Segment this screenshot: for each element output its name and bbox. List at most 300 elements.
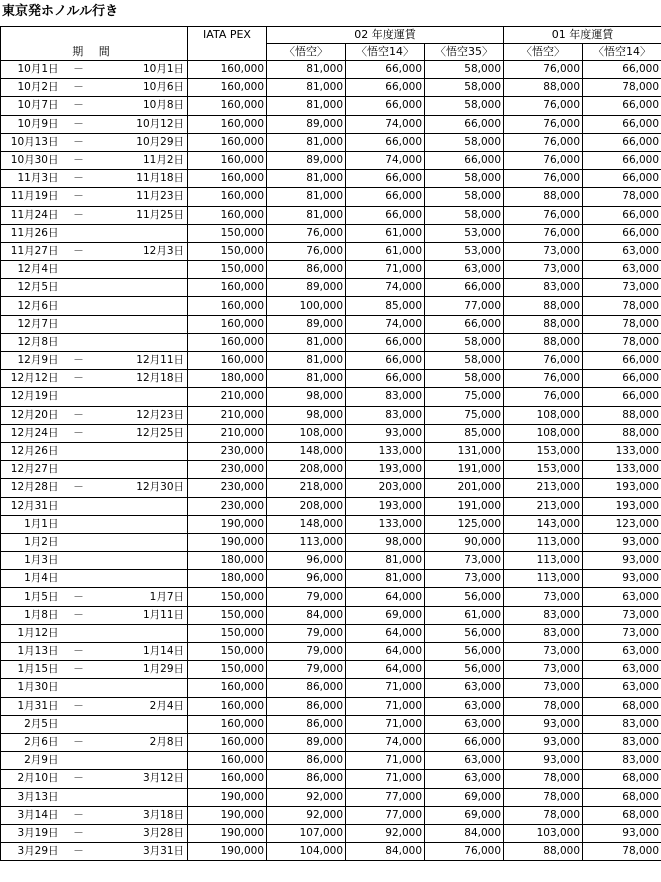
fy01-goku14-cell: 73,000 <box>583 606 661 624</box>
fy02-goku-cell: 89,000 <box>267 279 346 297</box>
table-row <box>1 624 661 642</box>
period-dash-cell: － <box>61 406 97 424</box>
fy02-goku14-cell: 66,000 <box>346 333 425 351</box>
period-start-cell: 12月6日 <box>1 297 61 315</box>
period-start-cell: 10月1日 <box>1 61 61 79</box>
fy02-goku35-cell: 58,000 <box>425 170 504 188</box>
fy01-goku14-cell: 63,000 <box>583 261 661 279</box>
iata-pex-cell: 160,000 <box>188 61 267 79</box>
iata-pex-cell: 160,000 <box>188 206 267 224</box>
period-dash-cell <box>61 752 97 770</box>
fy01-goku14-cell: 68,000 <box>583 788 661 806</box>
fy02-goku-cell: 76,000 <box>267 224 346 242</box>
period-end-cell <box>97 552 188 570</box>
fy01-goku-cell: 88,000 <box>504 333 583 351</box>
period-dash-cell <box>61 715 97 733</box>
fy02-goku-cell: 81,000 <box>267 170 346 188</box>
period-dash-cell: － <box>61 170 97 188</box>
fy02-goku35-cell: 66,000 <box>425 115 504 133</box>
iata-pex-cell: 230,000 <box>188 497 267 515</box>
fy02-goku-cell: 79,000 <box>267 661 346 679</box>
table-row <box>1 352 661 370</box>
iata-pex-cell: 190,000 <box>188 824 267 842</box>
iata-pex-cell: 230,000 <box>188 442 267 460</box>
fy01-goku14-cell: 66,000 <box>583 206 661 224</box>
period-dash-cell: － <box>61 97 97 115</box>
fy02-goku35-cell: 66,000 <box>425 279 504 297</box>
period-dash-cell: － <box>61 661 97 679</box>
fy02-goku14-cell: 71,000 <box>346 752 425 770</box>
fy02-goku-cell: 86,000 <box>267 261 346 279</box>
fy01-goku-cell: 143,000 <box>504 515 583 533</box>
iata-pex-cell: 150,000 <box>188 242 267 260</box>
fy01-goku-cell: 78,000 <box>504 697 583 715</box>
fy02-goku-cell: 81,000 <box>267 370 346 388</box>
period-dash-cell: － <box>61 843 97 861</box>
fy02-goku35-cell: 66,000 <box>425 151 504 169</box>
period-start-cell: 11月19日 <box>1 188 61 206</box>
fy02-goku35-cell: 75,000 <box>425 388 504 406</box>
fy01-goku14-cell: 63,000 <box>583 661 661 679</box>
fy02-goku-cell: 89,000 <box>267 151 346 169</box>
fy02-goku14-cell: 133,000 <box>346 442 425 460</box>
fy02-goku14-cell: 83,000 <box>346 406 425 424</box>
fy01-goku14-cell: 63,000 <box>583 588 661 606</box>
iata-pex-cell: 160,000 <box>188 733 267 751</box>
page-title: 東京発ホノルル行き <box>2 4 119 19</box>
period-start-cell: 11月24日 <box>1 206 61 224</box>
fy01-goku-cell: 108,000 <box>504 406 583 424</box>
fy02-goku-cell: 79,000 <box>267 624 346 642</box>
fy01-goku14-cell: 78,000 <box>583 843 661 861</box>
fy02-goku14-cell: 74,000 <box>346 315 425 333</box>
iata-pex-cell: 210,000 <box>188 388 267 406</box>
iata-pex-cell: 150,000 <box>188 588 267 606</box>
fy02-goku35-cell: 56,000 <box>425 643 504 661</box>
fy01-goku-cell: 93,000 <box>504 752 583 770</box>
period-start-cell: 1月1日 <box>1 515 61 533</box>
fy01-goku-cell: 76,000 <box>504 388 583 406</box>
fy02-goku14-cell: 66,000 <box>346 352 425 370</box>
period-end-cell: 11月23日 <box>97 188 188 206</box>
period-end-cell <box>97 679 188 697</box>
period-end-cell: 1月29日 <box>97 661 188 679</box>
fy01-goku14-cell: 68,000 <box>583 806 661 824</box>
fy02-goku14-cell: 83,000 <box>346 388 425 406</box>
fy02-goku14-cell: 66,000 <box>346 188 425 206</box>
period-end-cell: 3月31日 <box>97 843 188 861</box>
period-dash-cell <box>61 297 97 315</box>
period-start-cell: 1月30日 <box>1 679 61 697</box>
table-row <box>1 424 661 442</box>
iata-pex-cell: 180,000 <box>188 570 267 588</box>
iata-pex-cell: 190,000 <box>188 806 267 824</box>
fy01-goku14-cell: 133,000 <box>583 461 661 479</box>
iata-pex-cell: 230,000 <box>188 479 267 497</box>
fy02-goku35-cell: 201,000 <box>425 479 504 497</box>
fy01-goku14-cell: 68,000 <box>583 697 661 715</box>
period-end-cell: 12月11日 <box>97 352 188 370</box>
period-end-cell: 11月25日 <box>97 206 188 224</box>
iata-pex-cell: 180,000 <box>188 370 267 388</box>
table-row <box>1 133 661 151</box>
period-start-cell: 2月10日 <box>1 770 61 788</box>
fy02-goku-cell: 107,000 <box>267 824 346 842</box>
fy01-goku-cell: 73,000 <box>504 261 583 279</box>
fy02-goku14-cell: 74,000 <box>346 115 425 133</box>
fy02-goku14-cell: 77,000 <box>346 806 425 824</box>
iata-pex-cell: 230,000 <box>188 461 267 479</box>
period-start-cell: 10月30日 <box>1 151 61 169</box>
period-end-cell <box>97 515 188 533</box>
fy02-goku14-cell: 93,000 <box>346 424 425 442</box>
period-dash-cell: － <box>61 242 97 260</box>
fy02-goku35-cell: 58,000 <box>425 97 504 115</box>
period-start-cell: 3月14日 <box>1 806 61 824</box>
fy02-goku-cell: 98,000 <box>267 406 346 424</box>
period-start-cell: 12月27日 <box>1 461 61 479</box>
fy01-goku-cell: 76,000 <box>504 224 583 242</box>
period-start-cell: 1月4日 <box>1 570 61 588</box>
fy01-goku14-cell: 63,000 <box>583 643 661 661</box>
period-end-cell: 12月30日 <box>97 479 188 497</box>
period-dash-cell <box>61 497 97 515</box>
fy02-goku14-cell: 71,000 <box>346 261 425 279</box>
fy01-goku14-cell: 83,000 <box>583 733 661 751</box>
fy02-goku14-cell: 64,000 <box>346 588 425 606</box>
period-start-cell: 1月8日 <box>1 606 61 624</box>
period-dash-cell: － <box>61 806 97 824</box>
iata-pex-cell: 160,000 <box>188 352 267 370</box>
fy02-goku35-cell: 58,000 <box>425 61 504 79</box>
fy01-goku14-cell: 93,000 <box>583 570 661 588</box>
fy02-goku-cell: 86,000 <box>267 752 346 770</box>
fy01-goku14-cell: 63,000 <box>583 679 661 697</box>
fy01-goku14-cell: 83,000 <box>583 752 661 770</box>
fy01-goku-cell: 73,000 <box>504 661 583 679</box>
period-end-cell: 11月2日 <box>97 151 188 169</box>
period-dash-cell: － <box>61 643 97 661</box>
fy02-goku35-cell: 58,000 <box>425 188 504 206</box>
fy02-goku14-cell: 64,000 <box>346 624 425 642</box>
iata-pex-cell: 160,000 <box>188 770 267 788</box>
table-row <box>1 697 661 715</box>
fy02-goku35-cell: 90,000 <box>425 533 504 551</box>
fy02-goku14-cell: 193,000 <box>346 461 425 479</box>
iata-pex-cell: 160,000 <box>188 679 267 697</box>
period-end-cell <box>97 261 188 279</box>
table-row <box>1 261 661 279</box>
period-start-cell: 3月13日 <box>1 788 61 806</box>
fy01-goku-cell: 76,000 <box>504 370 583 388</box>
period-end-cell <box>97 752 188 770</box>
period-end-cell: 1月7日 <box>97 588 188 606</box>
iata-pex-header: IATA PEX <box>188 27 267 61</box>
table-row <box>1 533 661 551</box>
fy01-goku-header: 〈悟空〉 <box>504 44 583 61</box>
period-dash-cell: － <box>61 79 97 97</box>
fy01-goku-cell: 113,000 <box>504 552 583 570</box>
fy02-goku-cell: 81,000 <box>267 97 346 115</box>
period-end-cell: 10月12日 <box>97 115 188 133</box>
period-dash-cell: － <box>61 697 97 715</box>
fy02-goku14-cell: 92,000 <box>346 824 425 842</box>
fy02-goku-cell: 113,000 <box>267 533 346 551</box>
period-dash-cell <box>61 224 97 242</box>
fy02-goku35-cell: 77,000 <box>425 297 504 315</box>
period-end-cell: 3月28日 <box>97 824 188 842</box>
fy02-goku14-cell: 71,000 <box>346 679 425 697</box>
fy02-goku14-cell: 64,000 <box>346 661 425 679</box>
header-row-groups <box>1 27 661 44</box>
fy02-goku35-cell: 53,000 <box>425 242 504 260</box>
period-start-cell: 12月26日 <box>1 442 61 460</box>
fy01-goku-cell: 93,000 <box>504 733 583 751</box>
period-start-cell: 12月20日 <box>1 406 61 424</box>
fy02-goku-cell: 148,000 <box>267 442 346 460</box>
fy01-goku14-cell: 66,000 <box>583 224 661 242</box>
period-dash-cell <box>61 624 97 642</box>
period-dash-cell: － <box>61 733 97 751</box>
period-dash-cell <box>61 461 97 479</box>
fy02-goku-cell: 92,000 <box>267 806 346 824</box>
fy01-goku14-cell: 66,000 <box>583 115 661 133</box>
fy02-goku14-cell: 66,000 <box>346 79 425 97</box>
period-start-cell: 12月4日 <box>1 261 61 279</box>
fy01-goku-cell: 76,000 <box>504 151 583 169</box>
fy02-goku-cell: 100,000 <box>267 297 346 315</box>
period-start-cell: 12月9日 <box>1 352 61 370</box>
table-row <box>1 843 661 861</box>
period-dash-cell <box>61 552 97 570</box>
iata-pex-cell: 150,000 <box>188 224 267 242</box>
period-start-cell: 1月13日 <box>1 643 61 661</box>
fy02-goku-cell: 89,000 <box>267 315 346 333</box>
period-end-cell: 1月11日 <box>97 606 188 624</box>
iata-pex-cell: 210,000 <box>188 424 267 442</box>
period-dash-cell <box>61 515 97 533</box>
period-dash-cell <box>61 279 97 297</box>
table-row <box>1 279 661 297</box>
fy01-header: 01 年度運賃 <box>504 27 661 44</box>
period-dash-cell: － <box>61 352 97 370</box>
period-end-cell: 11月18日 <box>97 170 188 188</box>
fy02-goku35-cell: 73,000 <box>425 552 504 570</box>
fy02-goku14-cell: 66,000 <box>346 97 425 115</box>
table-row <box>1 442 661 460</box>
table-row <box>1 497 661 515</box>
fy01-goku-cell: 73,000 <box>504 242 583 260</box>
fy01-goku-cell: 78,000 <box>504 806 583 824</box>
period-dash-cell <box>61 570 97 588</box>
period-end-cell <box>97 442 188 460</box>
fy02-goku35-cell: 58,000 <box>425 370 504 388</box>
period-dash-cell <box>61 679 97 697</box>
fy02-goku14-cell: 61,000 <box>346 224 425 242</box>
table-row <box>1 461 661 479</box>
fy01-goku-cell: 108,000 <box>504 424 583 442</box>
iata-pex-cell: 160,000 <box>188 97 267 115</box>
fy01-goku14-cell: 66,000 <box>583 61 661 79</box>
fy01-goku14-cell: 193,000 <box>583 497 661 515</box>
period-start-cell: 12月28日 <box>1 479 61 497</box>
fy01-goku-cell: 73,000 <box>504 643 583 661</box>
fy01-goku-cell: 88,000 <box>504 297 583 315</box>
table-row <box>1 679 661 697</box>
fy01-goku14-cell: 73,000 <box>583 624 661 642</box>
fy02-goku35-cell: 63,000 <box>425 261 504 279</box>
fy02-goku35-cell: 73,000 <box>425 570 504 588</box>
period-start-cell: 2月9日 <box>1 752 61 770</box>
fy02-goku-cell: 208,000 <box>267 461 346 479</box>
table-row <box>1 733 661 751</box>
table-row <box>1 315 661 333</box>
fy02-goku14-cell: 66,000 <box>346 61 425 79</box>
fy02-goku35-cell: 58,000 <box>425 333 504 351</box>
iata-pex-cell: 160,000 <box>188 333 267 351</box>
period-dash-cell: － <box>61 479 97 497</box>
fy02-goku-cell: 81,000 <box>267 352 346 370</box>
period-dash-cell <box>61 788 97 806</box>
period-dash-cell: － <box>61 188 97 206</box>
table-row <box>1 242 661 260</box>
fy02-goku14-header: 〈悟空14〉 <box>346 44 425 61</box>
fy02-goku14-cell: 71,000 <box>346 697 425 715</box>
fy02-goku35-cell: 58,000 <box>425 79 504 97</box>
fy02-goku35-cell: 58,000 <box>425 352 504 370</box>
fy01-goku-cell: 113,000 <box>504 570 583 588</box>
period-dash-cell <box>61 533 97 551</box>
fy02-goku35-cell: 84,000 <box>425 824 504 842</box>
table-row <box>1 370 661 388</box>
period-dash-cell: － <box>61 61 97 79</box>
fy02-goku35-cell: 191,000 <box>425 497 504 515</box>
table-row <box>1 224 661 242</box>
fy02-goku35-cell: 66,000 <box>425 733 504 751</box>
fy02-goku-header: 〈悟空〉 <box>267 44 346 61</box>
fy02-goku35-cell: 131,000 <box>425 442 504 460</box>
period-end-cell: 3月18日 <box>97 806 188 824</box>
iata-pex-cell: 190,000 <box>188 515 267 533</box>
fy02-goku35-cell: 191,000 <box>425 461 504 479</box>
fy01-goku-cell: 213,000 <box>504 497 583 515</box>
period-start-cell: 12月24日 <box>1 424 61 442</box>
fy02-goku14-cell: 203,000 <box>346 479 425 497</box>
period-start-cell: 1月5日 <box>1 588 61 606</box>
iata-pex-cell: 210,000 <box>188 406 267 424</box>
fy01-goku14-cell: 78,000 <box>583 79 661 97</box>
fy02-goku-cell: 86,000 <box>267 679 346 697</box>
table-row <box>1 97 661 115</box>
fy02-goku14-cell: 66,000 <box>346 370 425 388</box>
fy02-goku-cell: 104,000 <box>267 843 346 861</box>
fy01-goku-cell: 76,000 <box>504 61 583 79</box>
period-start-cell: 12月7日 <box>1 315 61 333</box>
table-row <box>1 643 661 661</box>
fy02-goku35-cell: 63,000 <box>425 679 504 697</box>
fy02-goku-cell: 81,000 <box>267 333 346 351</box>
fy01-goku-cell: 103,000 <box>504 824 583 842</box>
iata-pex-cell: 190,000 <box>188 788 267 806</box>
period-start-cell: 10月7日 <box>1 97 61 115</box>
fy01-goku14-cell: 66,000 <box>583 388 661 406</box>
fy02-goku14-cell: 77,000 <box>346 788 425 806</box>
iata-pex-cell: 160,000 <box>188 133 267 151</box>
fy02-goku14-cell: 84,000 <box>346 843 425 861</box>
iata-pex-cell: 160,000 <box>188 715 267 733</box>
period-end-cell: 3月12日 <box>97 770 188 788</box>
period-end-cell: 10月1日 <box>97 61 188 79</box>
period-end-cell <box>97 533 188 551</box>
period-end-cell: 10月29日 <box>97 133 188 151</box>
fy02-goku14-cell: 66,000 <box>346 206 425 224</box>
fy02-goku35-cell: 75,000 <box>425 406 504 424</box>
fy02-header: 02 年度運賃 <box>267 27 504 44</box>
fy02-goku-cell: 96,000 <box>267 570 346 588</box>
fy01-goku14-header: 〈悟空14〉 <box>583 44 661 61</box>
fy02-goku-cell: 218,000 <box>267 479 346 497</box>
iata-pex-cell: 150,000 <box>188 643 267 661</box>
table-row <box>1 115 661 133</box>
period-dash-cell <box>61 442 97 460</box>
iata-pex-cell: 160,000 <box>188 279 267 297</box>
fy01-goku-cell: 76,000 <box>504 352 583 370</box>
fy01-goku14-cell: 83,000 <box>583 715 661 733</box>
period-end-cell <box>97 497 188 515</box>
fy02-goku35-cell: 125,000 <box>425 515 504 533</box>
fy02-goku35-cell: 53,000 <box>425 224 504 242</box>
table-row <box>1 61 661 79</box>
fy02-goku-cell: 84,000 <box>267 606 346 624</box>
fy01-goku14-cell: 78,000 <box>583 333 661 351</box>
fare-table <box>0 26 661 861</box>
period-start-cell: 1月31日 <box>1 697 61 715</box>
period-start-cell: 3月29日 <box>1 843 61 861</box>
fy02-goku14-cell: 66,000 <box>346 170 425 188</box>
table-row <box>1 824 661 842</box>
fy02-goku35-cell: 63,000 <box>425 697 504 715</box>
period-end-cell: 12月23日 <box>97 406 188 424</box>
fy02-goku-cell: 81,000 <box>267 206 346 224</box>
period-end-cell <box>97 224 188 242</box>
period-start-cell: 10月9日 <box>1 115 61 133</box>
table-row <box>1 79 661 97</box>
fy02-goku-cell: 89,000 <box>267 733 346 751</box>
period-dash-cell <box>61 388 97 406</box>
fy01-goku14-cell: 66,000 <box>583 133 661 151</box>
fy02-goku-cell: 96,000 <box>267 552 346 570</box>
fy01-goku-cell: 83,000 <box>504 624 583 642</box>
period-dash-cell <box>61 333 97 351</box>
table-row <box>1 170 661 188</box>
fy01-goku-cell: 73,000 <box>504 679 583 697</box>
iata-pex-cell: 180,000 <box>188 552 267 570</box>
period-end-cell: 1月14日 <box>97 643 188 661</box>
period-dash-cell <box>61 261 97 279</box>
table-row <box>1 297 661 315</box>
fy02-goku14-cell: 133,000 <box>346 515 425 533</box>
table-row <box>1 515 661 533</box>
period-start-cell: 2月5日 <box>1 715 61 733</box>
fy02-goku-cell: 79,000 <box>267 588 346 606</box>
period-end-cell <box>97 297 188 315</box>
fy01-goku-cell: 93,000 <box>504 715 583 733</box>
fy01-goku-cell: 78,000 <box>504 788 583 806</box>
fy02-goku35-cell: 58,000 <box>425 133 504 151</box>
fy02-goku35-cell: 69,000 <box>425 788 504 806</box>
fy02-goku14-cell: 61,000 <box>346 242 425 260</box>
period-start-cell: 12月19日 <box>1 388 61 406</box>
